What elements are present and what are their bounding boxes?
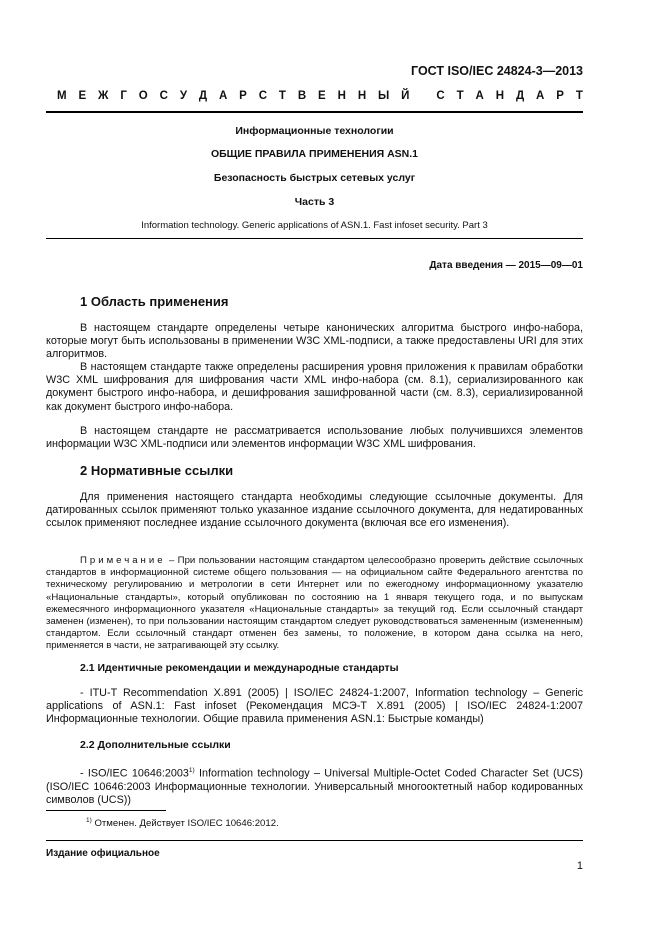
- subsection-2-1-heading: 2.1 Идентичные рекомендации и международные стандарты: [80, 662, 399, 674]
- section-2-heading: 2 Нормативные ссылки: [80, 463, 234, 478]
- standard-number: ГОСТ ISO/IEC 24824-3—2013: [411, 64, 583, 78]
- banner-letter: М: [57, 90, 67, 102]
- banner-letter: О: [138, 90, 148, 102]
- banner-letter: Е: [78, 90, 87, 102]
- footnote-text: Отменен. Действует ISO/IEC 10646:2012.: [91, 818, 279, 830]
- banner-letter: В: [297, 90, 307, 102]
- reference-end: Information technology – Universal Multiple-Octet Coded Character Set (UCS) (ISO/IEC 10646:2003 Информационные технологии. Универсальный многооктетный набор кодированных символов (UCS)): [46, 767, 583, 806]
- banner-letter: Ж: [98, 90, 109, 102]
- banner-letter: У: [179, 90, 187, 102]
- banner-letter: С: [159, 90, 168, 102]
- footnote: [86, 817, 279, 829]
- document-type-banner: [57, 90, 583, 102]
- subsection-2-2-text: [46, 764, 583, 807]
- title-part: Часть 3: [294, 196, 335, 208]
- note-label: Примечание: [80, 555, 166, 566]
- banner-letter: Д: [198, 90, 208, 102]
- page-number: 1: [576, 860, 583, 872]
- title-rule: [46, 238, 583, 239]
- banner-letter: Е: [318, 90, 326, 102]
- footnote-reference[interactable]: 1): [188, 767, 195, 774]
- header-rule: [46, 111, 583, 113]
- banner-letter: С: [258, 90, 268, 102]
- banner-letter: Т: [278, 90, 286, 102]
- footnote-mark: 1): [86, 817, 92, 824]
- banner-letter: [421, 90, 424, 102]
- banner-letter: Й: [401, 90, 410, 102]
- footnote-rule: [46, 810, 166, 811]
- banner-letter: Р: [239, 90, 247, 102]
- edition-label: Издание официальное: [46, 848, 160, 859]
- section-1-heading: 1 Область применения: [80, 294, 229, 309]
- reference-start: - ISO/IEC 10646:2003: [80, 767, 189, 780]
- subsection-2-2-heading: 2.2 Дополнительные ссылки: [80, 739, 231, 751]
- section-1-paragraph-2: В настоящем стандарте также определены расширения уровня приложения к правилам обработки W3C XML шифрования для шифрования части XML инфо-набора (см. 8.1), сериализированного как документ быстрого инфо-набора, и дешифрования зашифрованной части (см. 8.3), сериализированной как документ быстрого инфо-набора.: [46, 361, 583, 413]
- banner-letter: Н: [357, 90, 367, 102]
- section-1-paragraph-1: В настоящем стандарте определены четыре канонических алгоритма быстрого инфо-набора, которые могут быть использованы в применении W3C XML-подписи, а также предоставлены URI для этих алгоритмов.: [46, 322, 583, 361]
- banner-letter: Н: [337, 90, 346, 102]
- subsection-2-1-text: - ITU-T Recommendation X.891 (2005) | ISO/IEC 24824-1:2007, Information technology – Generic applications of ASN.1: Fast infoset (Рекомендация МСЭ-Т X.891 (2005) | ISO/IEC 24824-1:2007 Информационные технологии. Общие правила применения ASN.1: Быстрые команды): [46, 687, 583, 726]
- title-line-1: Информационные технологии: [235, 125, 394, 137]
- title-line-2: ОБЩИЕ ПРАВИЛА ПРИМЕНЕНИЯ ASN.1: [210, 148, 419, 160]
- section-1-paragraph-3: В настоящем стандарте не рассматривается использование любых получившихся элементов информации W3C XML-подписи или элементов информации W3C XML шифрования.: [46, 425, 583, 451]
- date-of-introduction: Дата введения — 2015—09—01: [429, 260, 583, 271]
- title-line-3: Безопасность быстрых сетевых услуг: [213, 172, 416, 184]
- section-2-note: [46, 555, 583, 653]
- banner-letter: Р: [556, 90, 564, 102]
- banner-letter: Т: [456, 90, 464, 102]
- title-english: Information technology. Generic applications of ASN.1. Fast infoset security. Part 3: [141, 220, 488, 231]
- banner-letter: Д: [515, 90, 525, 102]
- section-2-paragraph-1: Для применения настоящего стандарта необходимы следующие ссылочные документы. Для датированных ссылок применяют только указанное издание ссылочного документа, для недатированных ссылок применяют последнее издание ссылочного документа (включая все его изменения).: [46, 491, 583, 530]
- banner-letter: А: [536, 90, 545, 102]
- banner-letter: Т: [575, 90, 583, 102]
- banner-letter: А: [218, 90, 228, 102]
- banner-letter: С: [436, 90, 445, 102]
- note-text: – При пользовании настоящим стандартом целесообразно проверить действие ссылочных стандартов в информационной системе общего пользования — на официальном сайте Федерального агентства по техническому регулированию и метрологии в сети Интернет или по ежегодному информационному указателю «Национальные стандарты», который опубликован по состоянию на 1 января текущего года, и по выпускам ежемесячного информационного указателя «Национальные стандарты» за текущий год. Если ссылочный стандарт заменен (изменен), то при пользовании настоящим стандартом следует руководствоваться замененным (измененным) стандартом. Если ссылочный стандарт отменен без замены, то положение, в котором дана ссылка на него, применяется в части, не затрагивающей эту ссылку.: [46, 555, 583, 652]
- banner-letter: Г: [120, 90, 127, 102]
- footer-rule: [46, 840, 583, 841]
- banner-letter: А: [475, 90, 484, 102]
- banner-letter: Н: [495, 90, 505, 102]
- banner-letter: Ы: [378, 90, 390, 102]
